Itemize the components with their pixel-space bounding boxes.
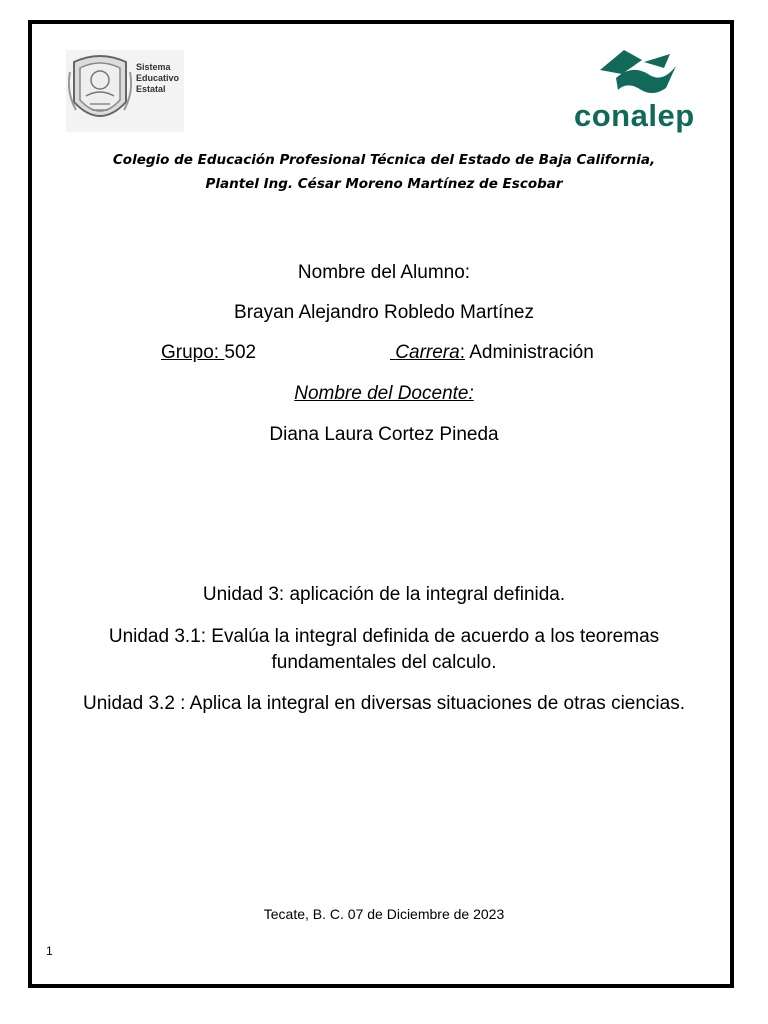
unit-3-2: Unidad 3.2 : Aplica la integral en diversas situaciones de otras ciencias. (82, 693, 685, 714)
teacher-label-row (40, 383, 728, 405)
place-date: Tecate, B. C. 07 de Diciembre de 2023 (263, 906, 505, 922)
student-name: Brayan Alejandro Robledo Martínez (234, 302, 534, 323)
page-number: 1 (46, 944, 53, 958)
career-label-wrap (390, 342, 465, 363)
unit-3-1-line1: Unidad 3.1: Evalúa la integral definida de acuerdo a los teoremas (108, 626, 660, 647)
institution-name-line2: Plantel Ing. César Moreno Martínez de Escobar (205, 176, 563, 192)
logo-text-line: Educativo (136, 73, 180, 83)
career-field (390, 342, 594, 364)
institution-name-line1: Colegio de Educación Profesional Técnica del Estado de Baja California, (112, 152, 656, 168)
teacher-name: Diana Laura Cortez Pineda (269, 424, 499, 445)
teacher-label: Nombre del Docente: (294, 383, 474, 404)
group-value: 502 (224, 342, 257, 363)
logo-text-line: Estatal (136, 84, 166, 94)
sistema-educativo-estatal-logo (66, 50, 184, 132)
conalep-wordmark: conalep (574, 98, 695, 133)
logo-text-line: Sistema (136, 62, 171, 72)
career-label: Carrera (395, 342, 460, 363)
unit-3: Unidad 3: aplicación de la integral definida. (202, 584, 566, 605)
student-label: Nombre del Alumno: (297, 262, 471, 283)
career-colon: : (459, 342, 465, 363)
group-label: Grupo: (161, 342, 225, 363)
conalep-logo (572, 44, 700, 134)
unit-3-1-line2: fundamentales del calculo. (271, 652, 497, 673)
state-shield-icon (68, 52, 132, 130)
group-field (161, 342, 256, 364)
conalep-emblem-icon (572, 44, 700, 100)
career-value: Administración (464, 342, 594, 363)
